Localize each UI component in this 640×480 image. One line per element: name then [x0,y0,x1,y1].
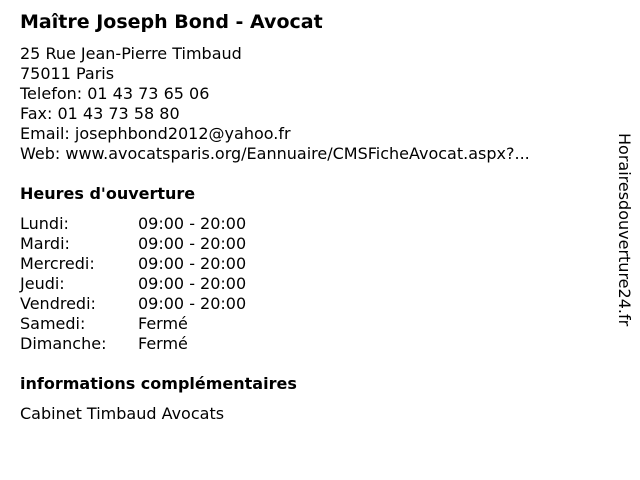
hours-day: Vendredi: [20,294,96,313]
fax-line: Fax: 01 43 73 58 80 [20,104,180,123]
email-line: Email: josephbond2012@yahoo.fr [20,124,291,143]
hours-day: Dimanche: [20,334,107,353]
hours-time: 09:00 - 20:00 [138,274,247,293]
hours-row [20,214,246,234]
hours-row [20,254,246,274]
page-title: Maître Joseph Bond - Avocat [20,11,323,33]
hours-time: 09:00 - 20:00 [138,254,247,273]
hours-day: Samedi: [20,314,86,333]
hours-time: 09:00 - 20:00 [138,294,247,313]
extra-info-text: Cabinet Timbaud Avocats [20,404,225,423]
hours-row [20,234,246,254]
hours-heading: Heures d'ouverture [20,184,196,203]
web-line: Web: www.avocatsparis.org/Eannuaire/CMSFicheAvocat.aspx?... [20,144,530,163]
hours-day: Mardi: [20,234,70,253]
address-city: 75011 Paris [20,64,115,83]
hours-row [20,334,188,354]
hours-time: 09:00 - 20:00 [138,234,247,253]
hours-day: Jeudi: [20,274,65,293]
hours-time: Fermé [138,314,188,333]
site-watermark: Horairesdouverture24.fr [615,133,634,327]
hours-day: Lundi: [20,214,69,233]
hours-day: Mercredi: [20,254,95,273]
address-street: 25 Rue Jean-Pierre Timbaud [20,44,242,63]
hours-row [20,274,246,294]
hours-row [20,294,246,314]
phone-line: Telefon: 01 43 73 65 06 [20,84,210,103]
hours-time: 09:00 - 20:00 [138,214,247,233]
extra-info-heading: informations complémentaires [20,374,297,393]
hours-row [20,314,188,334]
hours-time: Fermé [138,334,188,353]
